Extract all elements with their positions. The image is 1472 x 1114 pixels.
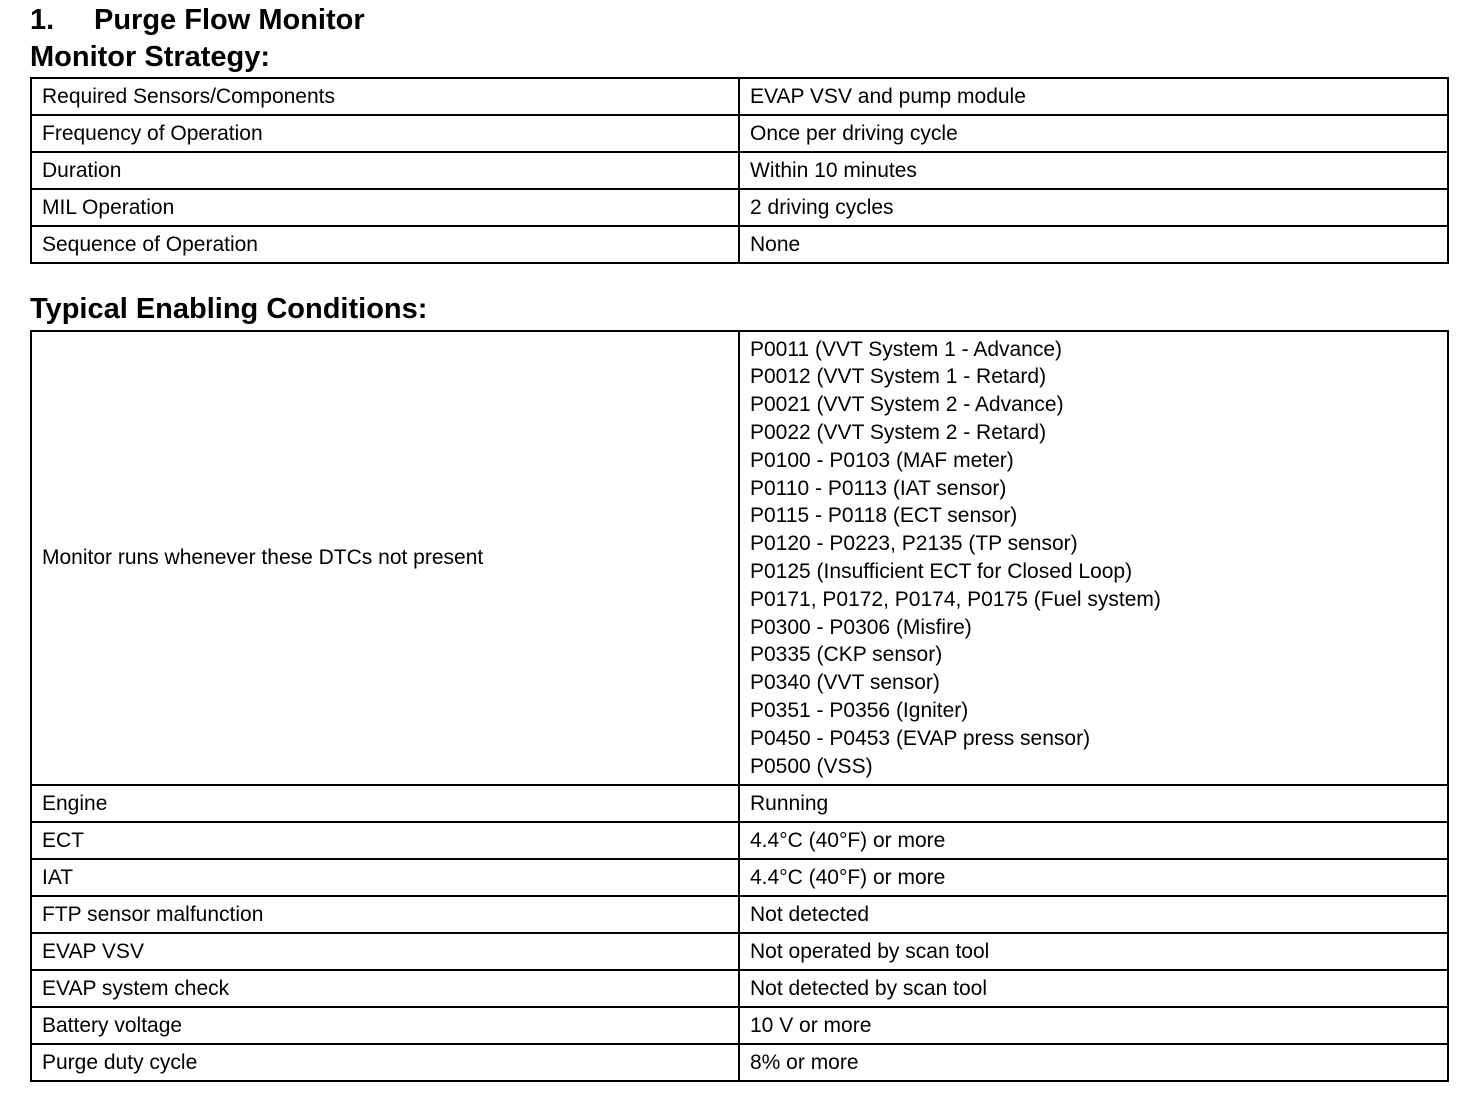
section-title-text: Purge Flow Monitor xyxy=(94,4,365,36)
table-row xyxy=(31,896,1448,933)
row-label: Purge duty cycle xyxy=(31,1044,739,1081)
dtc-item: P0110 - P0113 (IAT sensor) xyxy=(750,476,1007,500)
row-label: IAT xyxy=(31,859,739,896)
section-title xyxy=(30,3,365,37)
row-value: Not operated by scan tool xyxy=(739,933,1448,970)
dtc-item: P0012 (VVT System 1 - Retard) xyxy=(750,365,1047,389)
row-label: EVAP system check xyxy=(31,970,739,1007)
row-label: ECT xyxy=(31,822,739,859)
row-value: 2 driving cycles xyxy=(739,189,1448,226)
enabling-conditions-table xyxy=(30,330,1449,1082)
dtc-item: P0115 - P0118 (ECT sensor) xyxy=(750,504,1018,528)
dtc-item: P0021 (VVT System 2 - Advance) xyxy=(750,393,1064,417)
row-label: Frequency of Operation xyxy=(31,115,739,152)
row-label: Duration xyxy=(31,152,739,189)
table-row xyxy=(31,1044,1448,1081)
row-label: FTP sensor malfunction xyxy=(31,896,739,933)
table-row xyxy=(31,785,1448,822)
row-value: 4.4°C (40°F) or more xyxy=(739,859,1448,896)
row-value: Within 10 minutes xyxy=(739,152,1448,189)
row-value: 4.4°C (40°F) or more xyxy=(739,822,1448,859)
row-label: Engine xyxy=(31,785,739,822)
row-value: Running xyxy=(739,785,1448,822)
table-row xyxy=(31,115,1448,152)
table-row xyxy=(31,152,1448,189)
row-label: Sequence of Operation xyxy=(31,226,739,263)
dtc-list xyxy=(739,331,1448,785)
row-value: Once per driving cycle xyxy=(739,115,1448,152)
row-label: MIL Operation xyxy=(31,189,739,226)
dtc-item: P0351 - P0356 (Igniter) xyxy=(750,698,969,722)
dtc-item: P0022 (VVT System 2 - Retard) xyxy=(750,421,1047,445)
row-label: Monitor runs whenever these DTCs not present xyxy=(31,331,739,785)
table-row xyxy=(31,822,1448,859)
monitor-strategy-table xyxy=(30,77,1449,264)
table-row xyxy=(31,859,1448,896)
table-row xyxy=(31,1007,1448,1044)
table-row xyxy=(31,970,1448,1007)
dtc-item: P0125 (Insufficient ECT for Closed Loop) xyxy=(750,560,1133,583)
dtc-item: P0340 (VVT sensor) xyxy=(750,671,940,695)
enabling-conditions-heading: Typical Enabling Conditions: xyxy=(30,293,428,325)
row-label: Battery voltage xyxy=(31,1007,739,1044)
table-row-dtcs xyxy=(31,331,1448,785)
row-value: 8% or more xyxy=(739,1044,1448,1081)
monitor-strategy-heading: Monitor Strategy: xyxy=(30,41,271,73)
row-value: EVAP VSV and pump module xyxy=(739,78,1448,115)
table-row xyxy=(31,78,1448,115)
row-value: Not detected xyxy=(739,896,1448,933)
row-label: EVAP VSV xyxy=(31,933,739,970)
row-value: None xyxy=(739,226,1448,263)
table-row xyxy=(31,933,1448,970)
dtc-item: P0335 (CKP sensor) xyxy=(750,643,943,667)
table-row xyxy=(31,226,1448,263)
dtc-item: P0500 (VSS) xyxy=(750,754,873,778)
dtc-item: P0300 - P0306 (Misfire) xyxy=(750,615,972,639)
row-value: 10 V or more xyxy=(739,1007,1448,1044)
row-label: Required Sensors/Components xyxy=(31,78,739,115)
dtc-item: P0171, P0172, P0174, P0175 (Fuel system) xyxy=(750,587,1161,611)
section-number: 1. xyxy=(30,4,55,36)
dtc-item: P0100 - P0103 (MAF meter) xyxy=(750,448,1014,472)
dtc-item: P0011 (VVT System 1 - Advance) xyxy=(750,337,1063,361)
dtc-item: P0120 - P0223, P2135 (TP sensor) xyxy=(750,532,1078,556)
table-row xyxy=(31,189,1448,226)
dtc-item: P0450 - P0453 (EVAP press sensor) xyxy=(750,726,1091,750)
row-value: Not detected by scan tool xyxy=(739,970,1448,1007)
